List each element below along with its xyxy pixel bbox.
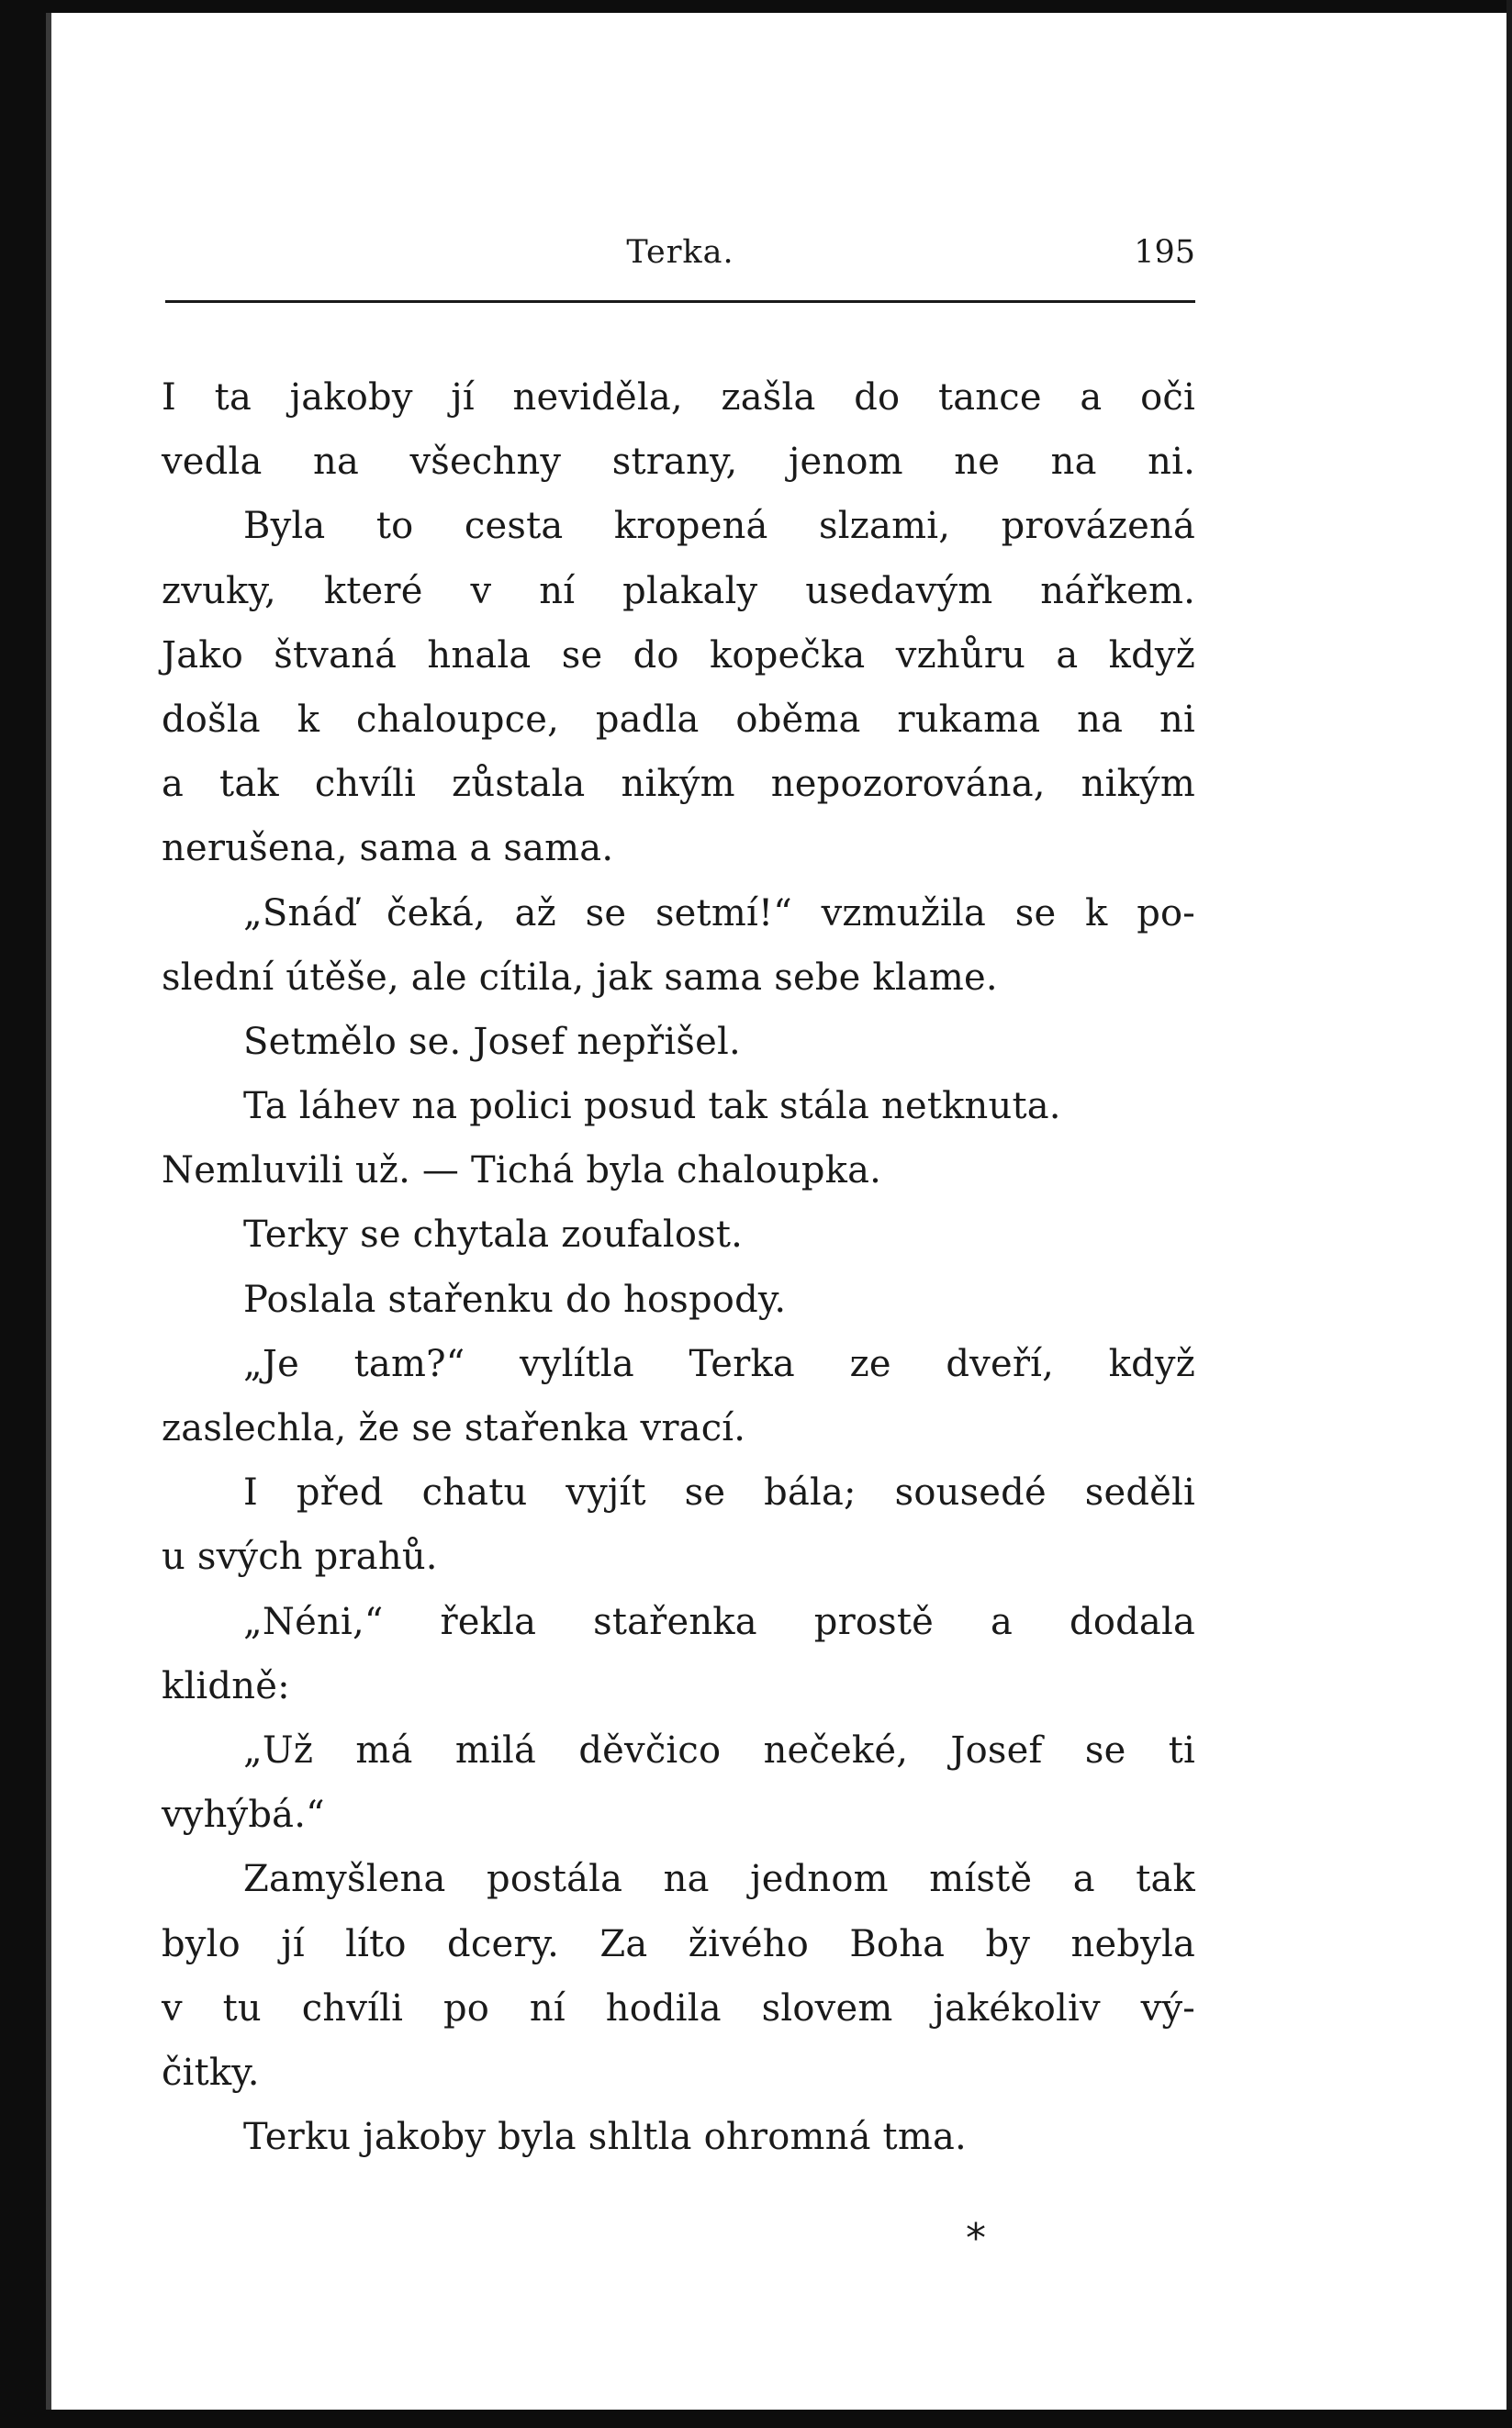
page-header <box>165 234 1195 289</box>
text-line: Setmělo se. Josef nepřišel. <box>243 1020 741 1063</box>
text-line: klidně: <box>162 1664 290 1707</box>
text-line: Nemluvili už. — Tichá byla chaloupka. <box>162 1149 882 1192</box>
text-line: „Néni,“ řekla stařenka prostě a dodala <box>243 1600 1195 1643</box>
text-line: Byla to cesta kropená slzami, provázená <box>243 505 1195 548</box>
scan-border-left <box>0 0 46 2428</box>
header-rule <box>165 300 1195 303</box>
text-line: Zamyšlena postála na jednom místě a tak <box>243 1858 1195 1901</box>
scan-border-top <box>0 0 1512 13</box>
text-line: zvuky, které v ní plakaly usedavým nářkem. <box>162 569 1195 612</box>
text-line: I před chatu vyjít se bála; sousedé seděli <box>243 1471 1195 1515</box>
text-line: „Snáď čeká, až se setmí!“ vzmužila se k po- <box>243 891 1195 934</box>
text-line: Ta láhev na polici posud tak stála netknuta. <box>243 1085 1061 1128</box>
text-line: nerušena, sama a sama. <box>162 827 614 870</box>
section-separator: * <box>966 2215 986 2262</box>
text-line: I ta jakoby jí neviděla, zašla do tance a oči <box>162 376 1195 419</box>
text-line: bylo jí líto dcery. Za živého Boha by nebyla <box>162 1922 1195 1965</box>
text-line: čitky. <box>162 2051 260 2094</box>
text-line: Poslala stařenku do hospody. <box>243 1278 787 1321</box>
text-line: zaslechla, že se stařenka vrací. <box>162 1407 746 1449</box>
text-line: Terku jakoby byla shltla ohromná tma. <box>243 2116 967 2159</box>
text-line: „Už má milá děvčico nečeké, Josef se ti <box>243 1729 1195 1772</box>
text-line: slední útěše, ale cítila, jak sama sebe klame. <box>162 956 998 999</box>
text-line: u svých prahů. <box>162 1536 438 1579</box>
text-line: Jako štvaná hnala se do kopečka vzhůru a když <box>162 633 1195 677</box>
text-line: Terky se chytala zoufalost. <box>243 1214 744 1257</box>
text-line: vedla na všechny strany, jenom ne na ni. <box>162 441 1195 484</box>
text-line: v tu chvíli po ní hodila slovem jakékoliv vý- <box>162 1986 1195 2030</box>
scan-border-bottom <box>0 2410 1512 2428</box>
running-title: Terka. <box>626 234 734 271</box>
body-text <box>162 365 1195 2169</box>
text-line: a tak chvíli zůstala nikým nepozorována, nikým <box>162 763 1195 806</box>
scan-border-left-inner <box>46 13 51 2428</box>
text-line: vyhýbá.“ <box>162 1794 325 1837</box>
text-line: došla k chaloupce, padla oběma rukama na ni <box>162 698 1195 741</box>
page-number: 195 <box>1134 234 1195 271</box>
scan-border-right <box>1506 0 1512 2428</box>
text-line: „Je tam?“ vylítla Terka ze dveří, když <box>243 1342 1195 1385</box>
